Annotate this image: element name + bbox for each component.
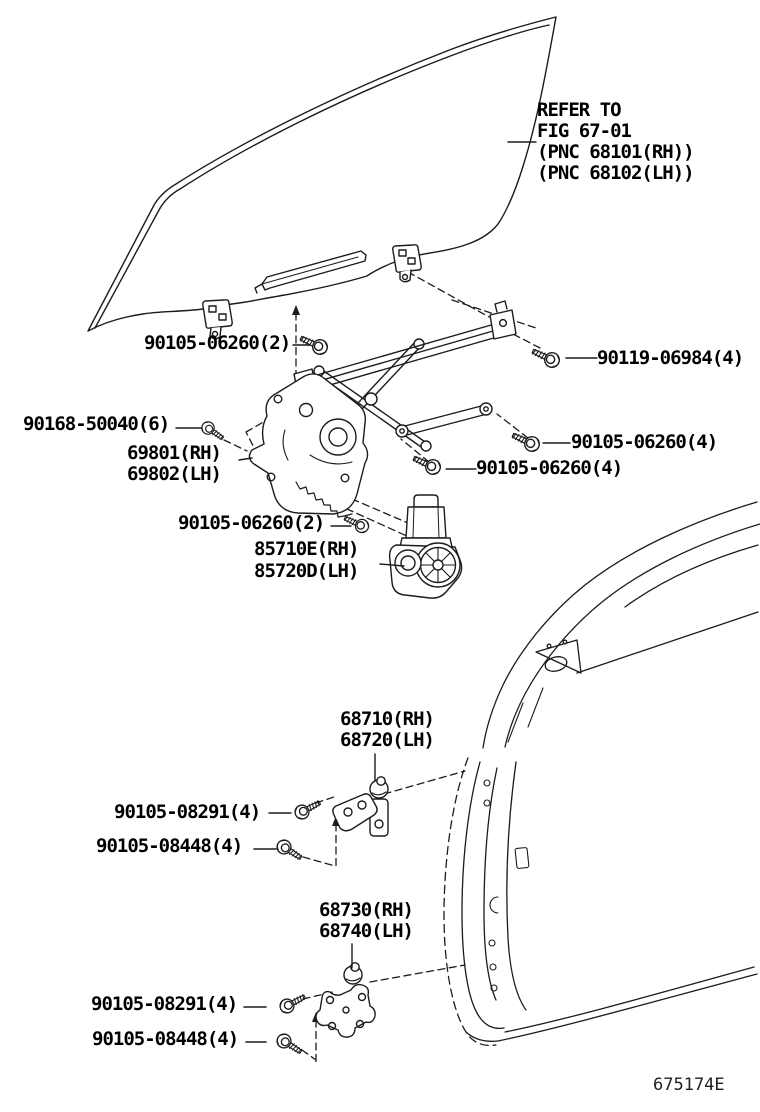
callout-hinge-upper-rh: 68710(RH) [340,708,434,730]
door-glass [88,17,556,331]
refer-note-line: (PNC 68101(RH)) [537,141,694,163]
callout-hinge-lower-lh: 68740(LH) [319,920,413,942]
bolt-icon [274,837,304,863]
callout-bolt-06984: 90119-06984(4) [597,347,744,369]
bolt-icon [530,345,562,370]
door-shell [444,502,760,1045]
callout-regulator-lh: 69802(LH) [127,463,221,485]
assembly-guide-lines [224,272,540,1062]
callout-motor-rh: 85710E(RH) [254,538,359,560]
bolt-icon [298,332,330,357]
callout-regulator-rh: 69801(RH) [127,442,221,464]
bolt-icon [274,1031,304,1057]
callout-motor-lh: 85720D(LH) [254,560,359,582]
callout-hinge-lower-rh: 68730(RH) [319,899,413,921]
callout-bolt-08448-lower: 90105-08448(4) [92,1028,239,1050]
bolt-icon [411,452,443,477]
bolt-icon [293,797,323,822]
callout-hinge-upper-lh: 68720(LH) [340,729,434,751]
callout-bolt-06260-left: 90105-06260(4) [476,457,623,479]
bolt-icon [510,429,542,454]
callout-bolt-06260-right: 90105-06260(4) [571,431,718,453]
window-motor [390,495,462,598]
figure-code: 675174E [653,1075,725,1095]
refer-note [537,100,694,184]
regulator-sector-plate [249,374,367,517]
screw-icon [199,419,226,443]
door-hinge-upper [333,777,388,836]
callout-screw-50040: 90168-50040(6) [23,413,170,435]
callout-bolt-06260-upper: 90105-06260(2) [144,332,291,354]
glass-clip-right [393,245,421,282]
callout-bolt-08448-upper: 90105-08448(4) [96,835,243,857]
mirror-mount-detail [536,640,581,673]
glass-molding-strip [255,251,366,293]
refer-note-line: REFER TO [537,99,621,121]
refer-note-line: (PNC 68102(LH)) [537,162,694,184]
bolt-icon [278,991,308,1016]
callout-bolt-08291-upper: 90105-08291(4) [114,801,261,823]
callout-bolt-08291-lower: 90105-08291(4) [91,993,238,1015]
fasteners [199,332,561,1058]
callout-bolt-06260-lower: 90105-06260(2) [178,512,325,534]
door-hinge-lower [316,963,375,1037]
refer-note-line: FIG 67-01 [537,120,631,142]
